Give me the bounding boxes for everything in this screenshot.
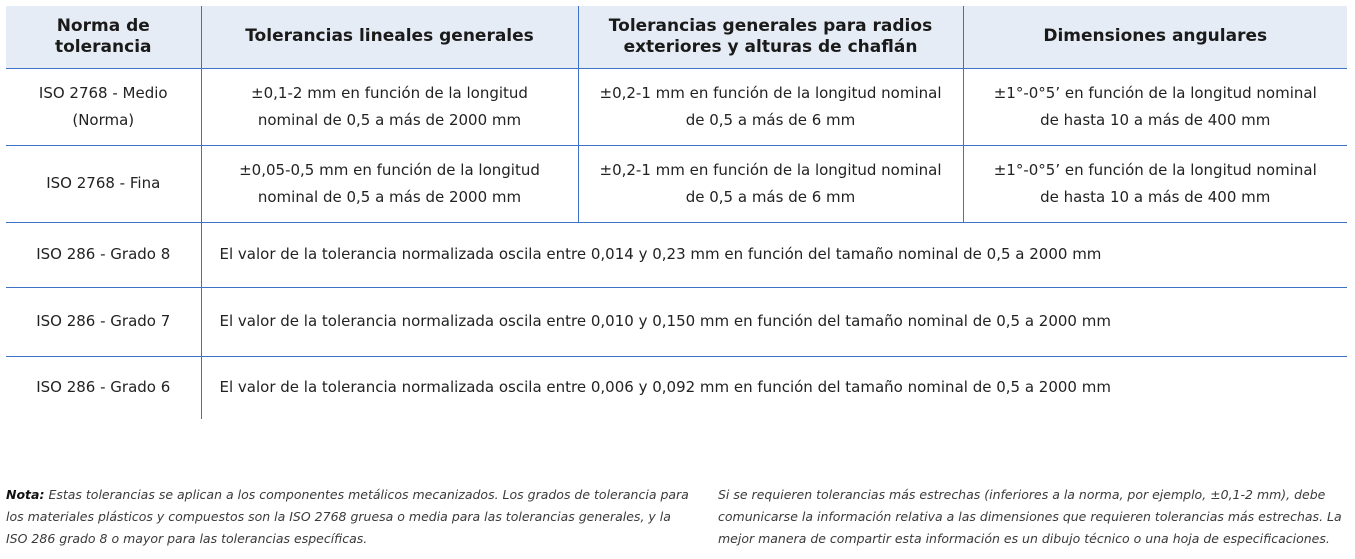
- cell-line: ISO 286 - Grado 8: [36, 245, 171, 263]
- note-line: mejor manera de compartir esta información es un dibujo técnico o una hoja de especificaciones.: [718, 531, 1330, 546]
- cell-line: El valor de la tolerancia normalizada oscila entre 0,006 y 0,092 mm en función del tamaño nominal de 0,5 a 2000 mm: [219, 378, 1111, 397]
- note-left: [6, 484, 689, 550]
- cell-standard: [6, 287, 201, 356]
- table-row: [6, 222, 1347, 287]
- header-line: tolerancia: [55, 36, 152, 57]
- cell-line: de hasta 10 a más de 400 mm: [1040, 110, 1271, 129]
- cell-radii: [578, 68, 963, 145]
- header-linear: [201, 6, 578, 68]
- cell-standard: [6, 222, 201, 287]
- tolerance-table: [6, 6, 1347, 419]
- cell-line: ±1°-0°5’ en función de la longitud nominal: [993, 83, 1317, 102]
- cell-line: ±0,05-0,5 mm en función de la longitud: [239, 160, 540, 179]
- header-line: Tolerancias generales para radios: [608, 15, 933, 36]
- cell-line: ±0,2-1 mm en función de la longitud nominal: [599, 160, 942, 179]
- cell-span-description: [201, 356, 1347, 419]
- table-header-row: [6, 6, 1347, 68]
- note-line: ISO 286 grado 8 o mayor para las tolerancias específicas.: [6, 531, 368, 546]
- cell-standard: [6, 356, 201, 419]
- cell-span-description: [201, 287, 1347, 356]
- cell-line: de hasta 10 a más de 400 mm: [1040, 187, 1271, 206]
- cell-span-description: [201, 222, 1347, 287]
- note-text: Estas tolerancias se aplican a los componentes metálicos mecanizados. Los grados de tolerancia para: [44, 487, 689, 502]
- cell-angular: [963, 145, 1347, 222]
- cell-line: ±0,2-1 mm en función de la longitud nominal: [599, 83, 942, 102]
- note-line: comunicarse la información relativa a las dimensiones que requieren tolerancias más estrechas. La: [718, 509, 1342, 524]
- table-row: [6, 145, 1347, 222]
- cell-line: nominal de 0,5 a más de 2000 mm: [257, 110, 522, 129]
- header-radii: [578, 6, 963, 68]
- cell-line: ISO 286 - Grado 7: [36, 312, 171, 330]
- note-line: Si se requieren tolerancias más estrechas (inferiores a la norma, por ejemplo, ±0,1-2 mm), debe: [718, 487, 1326, 502]
- cell-line: de 0,5 a más de 6 mm: [685, 187, 856, 206]
- header-line: Dimensiones angulares: [1043, 26, 1268, 47]
- cell-line: ISO 286 - Grado 6: [36, 378, 171, 397]
- header-line: Norma de: [56, 15, 150, 36]
- cell-line: ISO 2768 - Fina: [46, 174, 161, 192]
- cell-radii: [578, 145, 963, 222]
- table-row: [6, 356, 1347, 419]
- header-standard: [6, 6, 201, 68]
- cell-line: de 0,5 a más de 6 mm: [685, 110, 856, 129]
- cell-angular: [963, 68, 1347, 145]
- cell-line: nominal de 0,5 a más de 2000 mm: [257, 187, 522, 206]
- header-angular: [963, 6, 1347, 68]
- cell-linear: [201, 145, 578, 222]
- note-line: los materiales plásticos y compuestos son la ISO 2768 gruesa o media para las tolerancias generales, y la: [6, 509, 671, 524]
- cell-line: El valor de la tolerancia normalizada oscila entre 0,010 y 0,150 mm en función del tamaño nominal de 0,5 a 2000 mm: [219, 312, 1111, 330]
- cell-line: ±1°-0°5’ en función de la longitud nominal: [993, 160, 1317, 179]
- cell-line: ISO 2768 - Medio: [38, 83, 168, 102]
- note-right: [718, 484, 1342, 550]
- table-row: [6, 68, 1347, 145]
- cell-line: ±0,1-2 mm en función de la longitud: [251, 83, 528, 102]
- cell-line: (Norma): [72, 110, 135, 129]
- cell-standard: [6, 145, 201, 222]
- note-line: [6, 484, 689, 506]
- cell-line: El valor de la tolerancia normalizada oscila entre 0,014 y 0,23 mm en función del tamaño nominal de 0,5 a 2000 mm: [219, 245, 1102, 263]
- header-line: Tolerancias lineales generales: [245, 26, 534, 47]
- cell-linear: [201, 68, 578, 145]
- cell-standard: [6, 68, 201, 145]
- table-row: [6, 287, 1347, 356]
- note-label: Nota:: [6, 487, 45, 502]
- header-line: exteriores y alturas de chaflán: [623, 36, 918, 57]
